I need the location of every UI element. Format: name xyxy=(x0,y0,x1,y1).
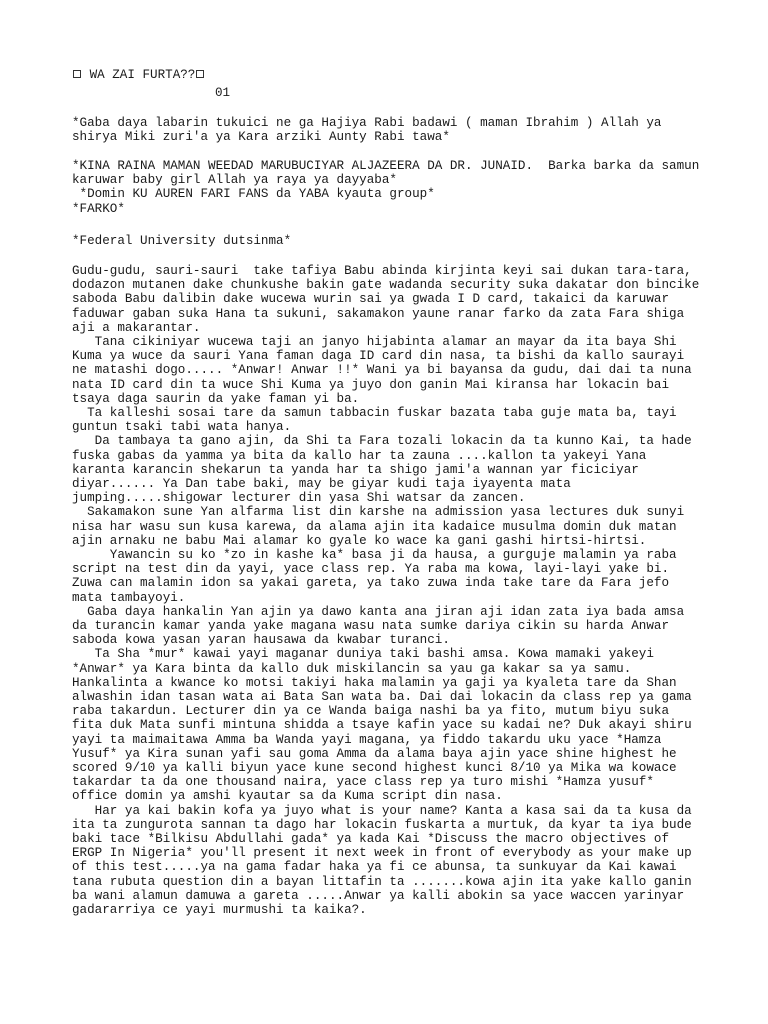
document-title: WA ZAI FURTA?? xyxy=(89,68,196,82)
text-line: Gudu-gudu, sauri-sauri take tafiya Babu abinda kirjinta keyi sai dukan tara-tara, xyxy=(72,264,692,278)
text-line: saboda kowa yasan yaran hausawa da kwabar turanci. xyxy=(72,633,450,648)
text-line: script na test din da yayi, yace class rep. Ya raba ma kowa, layi-layi yake bi. xyxy=(72,562,670,577)
text-line: nata ID card din ta wuce Shi Kuma ya juyo don ganin Mai kiransa har lokacin bai xyxy=(72,377,670,392)
text-line: Har ya kai bakin kofa ya juyo what is your name? Kanta a kasa sai da ta kusa da xyxy=(72,803,692,818)
box-glyph-icon xyxy=(196,70,204,78)
document-title-line xyxy=(72,68,205,82)
text-line: baki tace *Bilkisu Abdullahi gada* ya kada Kai *Discuss the macro objectives of xyxy=(72,832,670,846)
text-line: *FARKO* xyxy=(72,201,125,216)
text-line: gadararriya ce yayi murmushi ta kaika?. xyxy=(72,903,367,917)
text-line: fuska gabas da yamma ya bita da kallo har ta zauna ....kallon ta yakeyi Yana xyxy=(72,448,647,463)
text-line: office domin ya amshi kyautar sa da Kuma script din nasa. xyxy=(72,789,503,804)
text-line: Yusuf* ya Kira sunan yafi sau goma Amma da alama baya ajin yace shine highest he xyxy=(72,746,677,761)
text-line: tana rubuta question din a bayan littafin ta .......kowa ajin ita yake kallo ganin xyxy=(72,874,692,889)
text-line: *Gaba daya labarin tukuici ne ga Hajiya Rabi badawi ( maman Ibrahim ) Allah ya xyxy=(72,116,662,130)
text-line: raba takardun. Lecturer din ya ce Wanda baiga nashi ba ya fito, mutum biyu suka xyxy=(72,704,670,719)
text-line: ba wani alamun damuwa a gareta .....Anwar ya kalli abokin sa yace waccen yarinyar xyxy=(72,888,685,903)
text-line: Kuma ya wuce da sauri Yana faman daga ID card din nasa, ta bishi da kallo saurayi xyxy=(72,349,685,364)
text-line: da turancin kamar yanda yake magana wasu nata sumke dariya cikin su harda Anwar xyxy=(72,619,670,633)
text-line: Sakamakon sune Yan alfarma list din karshe na admission yasa lectures duk sunyi xyxy=(72,505,685,520)
text-line: of this test.....ya na gama fadar haka ya fi ce abunsa, ta sunkuyar da Kai kawai xyxy=(72,860,677,875)
text-line: scored 9/10 ya kalli biyun yace kune second highest kunci 8/10 ya Mika wa kowace xyxy=(72,761,677,775)
text-line: alwashin idan tasan wata ai Bata San wata ba. Dai dai lokacin da class rep ya gama xyxy=(72,690,692,704)
text-line: saboda Babu dalibin dake wucewa wurin sai ya gwada I D card, takaici da karuwar xyxy=(72,292,670,307)
text-line: ita ta zungurota sannan ta dago har lokacin fuskarta a murtuk, da kyar ta iya bude xyxy=(72,817,692,832)
text-line: *Federal University dutsinma* xyxy=(72,234,292,248)
text-line: dodazon mutanen dake chunkushe bakin gate wadanda security suka dakatar don bincike xyxy=(72,278,700,293)
text-line: guntun tsaki tabi wata hanya. xyxy=(72,420,292,435)
text-line: ajin arnaku ne babu Mai alamar ko gyale ko wace ka gani gashi hirtsi-hirtsi. xyxy=(72,533,647,548)
text-line: nisa har wasu sun kusa karewa, da alama ajin ita kadaice musulma domin duk matan xyxy=(72,519,677,534)
text-line: Da tambaya ta gano ajin, da Shi ta Fara tozali lokacin da ta kunno Kai, ta hade xyxy=(72,434,692,449)
text-line: fita duk Mata sunfi mintuna shidda a tsaye kafin yace su kadai ne? Duk akayi shiru xyxy=(72,718,692,733)
text-line: *Anwar* ya Kara binta da kallo duk miskilancin sa yau ga kakar sa ya samu. xyxy=(72,661,632,676)
text-line: Hankalinta a kwance ko motsi takiyi haka malamin ya gaji ya kyaleta tare da Shan xyxy=(72,675,677,690)
text-line: Zuwa can malamin idon sa yakai gareta, ya tako zuwa inda take tare da Fara jefo xyxy=(72,576,670,591)
episode-number: 01 xyxy=(215,86,231,100)
text-line: *KINA RAINA MAMAN WEEDAD MARUBUCIYAR ALJAZEERA DA DR. JUNAID. Barka barka da samun xyxy=(72,159,700,173)
text-line: diyar...... Ya Dan tabe baki, may be giyar kudi taja iyayenta mata xyxy=(72,477,571,491)
text-line: karanta karancin shekarun ta yanda har ta shigo jami'a wannan yar ficiciyar xyxy=(72,462,639,477)
text-line: Ta kalleshi sosai tare da samun tabbacin fuskar bazata taba guje mata ba, tayi xyxy=(72,406,677,420)
text-line: ERGP In Nigeria* you'll present it next week in front of everybody as your make up xyxy=(72,846,692,861)
box-glyph-icon xyxy=(73,70,81,78)
text-line: yayi ta maimaitawa Amma ba Wanda yayi magana, ya fiddo takardu uku yace *Hamza xyxy=(72,732,662,747)
text-line: ne matashi dogo..... *Anwar! Anwar !!* Wani ya bi bayansa da gudu, dai dai ta nuna xyxy=(72,363,692,378)
text-line: shirya Miki zuri'a ya Kara arziki Aunty Rabi tawa* xyxy=(72,130,450,145)
text-line: faduwar gaban suka Hana ta sukuni, sakamakon yaune ranar farko da zata Fara shiga xyxy=(72,306,685,321)
text-line: Tana cikiniyar wucewa taji an janyo hijabinta alamar an mayar da ita baya Shi xyxy=(72,335,677,349)
text-line: karuwar baby girl Allah ya raya ya dayyaba* xyxy=(72,173,397,188)
text-line: jumping.....shigowar lecturer din yasa Shi watsar da zancen. xyxy=(72,491,526,506)
text-line: Gaba daya hankalin Yan ajin ya dawo kanta ana jiran aji idan zata iya bada amsa xyxy=(72,604,685,619)
text-line: Yawancin su ko *zo in kashe ka* basa ji da hausa, a gurguje malamin ya raba xyxy=(72,548,677,562)
text-line: Ta Sha *mur* kawai yayi maganar duniya taki bashi amsa. Kowa mamaki yakeyi xyxy=(72,647,654,662)
text-line: tsaya daga saurin da yake faman yi ba. xyxy=(72,391,360,406)
text-line: aji a makarantar. xyxy=(72,320,201,335)
text-line: *Domin KU AUREN FARI FANS da YABA kyauta group* xyxy=(72,187,435,202)
text-line: takardar ta da one thousand naira, yace class rep ya turo mishi *Hamza yusuf* xyxy=(72,775,654,790)
text-line: mata tambayoyi. xyxy=(72,590,186,605)
